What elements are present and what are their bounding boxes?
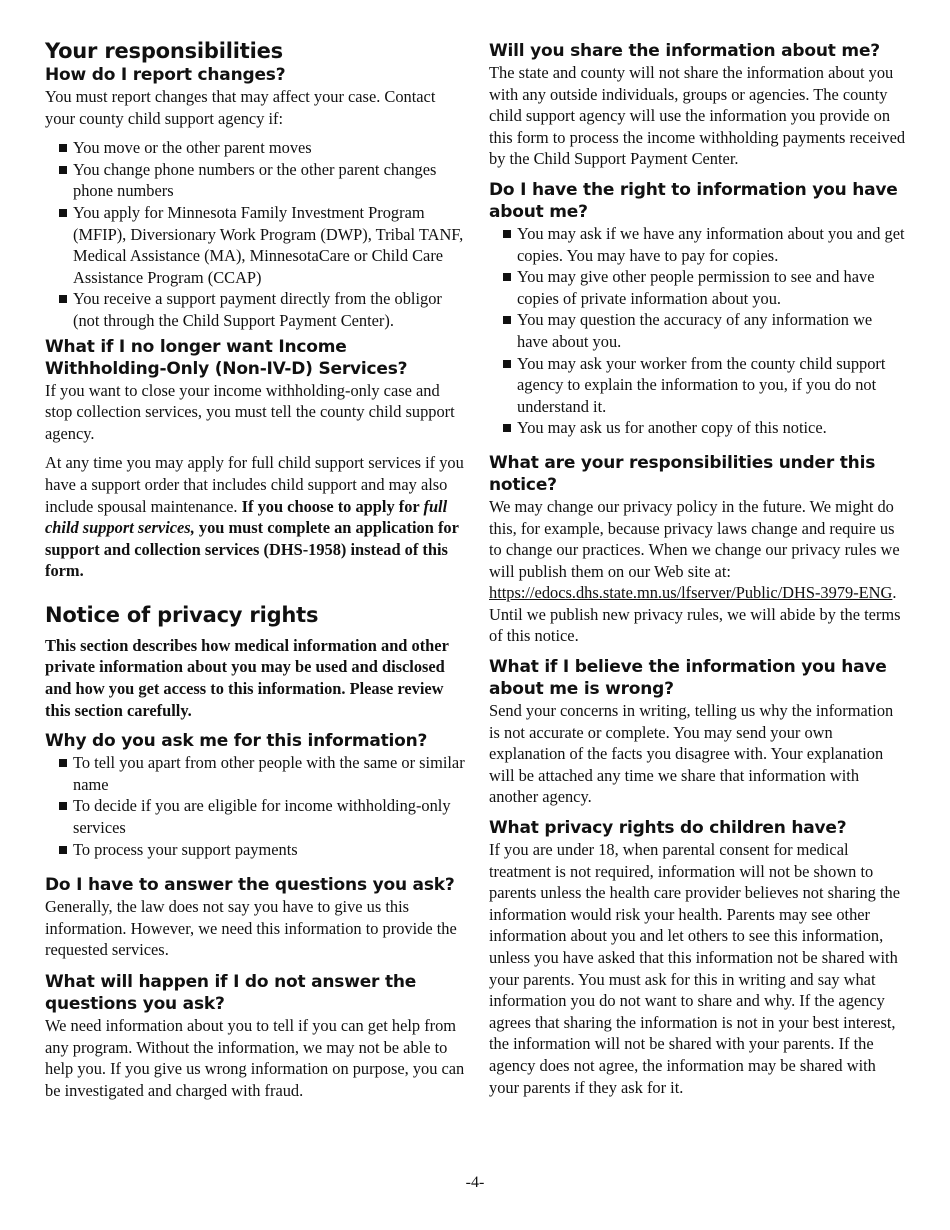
apply-instruction-part: If you choose to apply for: [241, 496, 420, 516]
children-rights-text: If you are under 18, when parental consent for medical treatment is not required, information will not be shown to parents unless the health care provider believes not sharing the information would risk your health. Parents may see other information about you and let others to see this information, unless you have asked that this information not be shared with your parents. You must ask for this in writing and say what information you do not want to share and why. If the agency agrees that sharing the information is not in your best interest, the information will not be shared with your parents. If the agency does not agree, the information may be shared with your parents if they ask for it.: [489, 840, 900, 1097]
wrong-info-text: Send your concerns in writing, telling us why the information is not accurate or complete. You may send your own explanation of the facts you disagree with. Your explanation will be attached any time we share that information with another agency.: [489, 701, 894, 807]
children-rights-heading: What privacy rights do children have?: [489, 818, 847, 839]
right-column: [489, 38, 907, 1098]
list-item: You may ask if we have any information about you and get copies. You may have to pay for copies.: [489, 223, 907, 266]
wrong-info-heading: What if I believe the information you have about me is wrong?: [489, 657, 887, 700]
share-info-text: The state and county will not share the information about you with any outside individuals, groups or agencies. The county child support agency will use the information you provide on this form to process the income withholding payments received by the Child Support Payment Center.: [489, 63, 906, 169]
full-services-text: At any time you may apply for full child support services if you have a support order that includes child support and may also include spousal maintenance.: [45, 453, 464, 516]
no-longer-want-heading: What if I no longer want Income Withholding-Only (Non-IV-D) Services?: [45, 336, 408, 379]
right-to-info-heading: Do I have the right to information you have about me?: [489, 179, 898, 222]
apply-instruction-rest: you must complete an application for support and collection services (DHS-1958) instead of this form.: [45, 518, 459, 581]
no-longer-want-paragraph-2: [45, 452, 465, 582]
answer-questions-heading: Do I have to answer the questions you ask?: [45, 875, 455, 896]
left-column: [45, 38, 465, 1101]
privacy-policy-text: We may change our privacy policy in the future. We might do this, for example, because privacy laws change and require us to change our practices. When we change our privacy rules we will publish them on our Web site at:: [489, 496, 900, 581]
list-item: You may give other people permission to see and have copies of private information about you.: [489, 266, 907, 309]
list-item: To tell you apart from other people with the same or similar name: [45, 752, 465, 795]
not-answer-text: We need information about you to tell if you can get help from any program. Without the information, we may not be able to help you. If you give us wrong information on purpose, you can be investigated and charged with fraud.: [45, 1016, 465, 1100]
notice-responsibilities-text: [489, 496, 907, 647]
privacy-rights-title: Notice of privacy rights: [45, 602, 319, 627]
right-to-info-list: [489, 223, 907, 439]
full-services-italic: full child support services,: [45, 496, 448, 538]
share-info-heading: Will you share the information about me?: [489, 41, 880, 61]
list-item: You may ask your worker from the county child support agency to explain the information to you, if you do not understand it.: [489, 353, 907, 418]
privacy-policy-text-end: . Until we publish new privacy rules, we will abide by the terms of this notice.: [489, 583, 901, 646]
answer-questions-text: Generally, the law does not say you have to give us this information. However, we need this information to provide the requested services.: [45, 897, 457, 960]
notice-responsibilities-heading: What are your responsibilities under this notice?: [489, 452, 876, 495]
list-item: You change phone numbers or the other parent changes phone numbers: [45, 159, 465, 202]
privacy-intro: This section describes how medical information and other private information about you may be used and disclosed and how you get access to this information. Please review this section carefully.: [45, 635, 449, 720]
not-answer-heading: What will happen if I do not answer the questions you ask?: [45, 972, 417, 1014]
why-ask-heading: Why do you ask me for this information?: [45, 731, 428, 752]
report-changes-list: [45, 137, 465, 331]
list-item: You move or the other parent moves: [45, 137, 465, 159]
list-item: You apply for Minnesota Family Investment Program (MFIP), Diversionary Work Program (DWP), Tribal TANF, Medical Assistance (MA), MinnesotaCare or Child Care Assistance Program (CCAP): [45, 202, 465, 288]
no-longer-want-paragraph-1: If you want to close your income withholding-only case and stop collection services, you must tell the county child support agency.: [45, 380, 455, 443]
report-changes-intro: You must report changes that may affect your case. Contact your county child support agency if:: [45, 87, 436, 128]
report-changes-heading: How do I report changes?: [45, 65, 286, 85]
list-item: You receive a support payment directly from the obligor (not through the Child Support Payment Center).: [45, 288, 465, 331]
your-responsibilities-title: Your responsibilities: [45, 39, 283, 63]
page-number: -4-: [465, 1174, 485, 1191]
list-item: To decide if you are eligible for income withholding-only services: [45, 795, 465, 838]
why-ask-list: [45, 752, 465, 860]
privacy-rules-link[interactable]: https://edocs.dhs.state.mn.us/lfserver/Public/DHS-3979-ENG: [489, 583, 893, 603]
list-item: You may ask us for another copy of this notice.: [489, 417, 907, 439]
list-item: You may question the accuracy of any information we have about you.: [489, 309, 907, 352]
list-item: To process your support payments: [45, 839, 465, 861]
